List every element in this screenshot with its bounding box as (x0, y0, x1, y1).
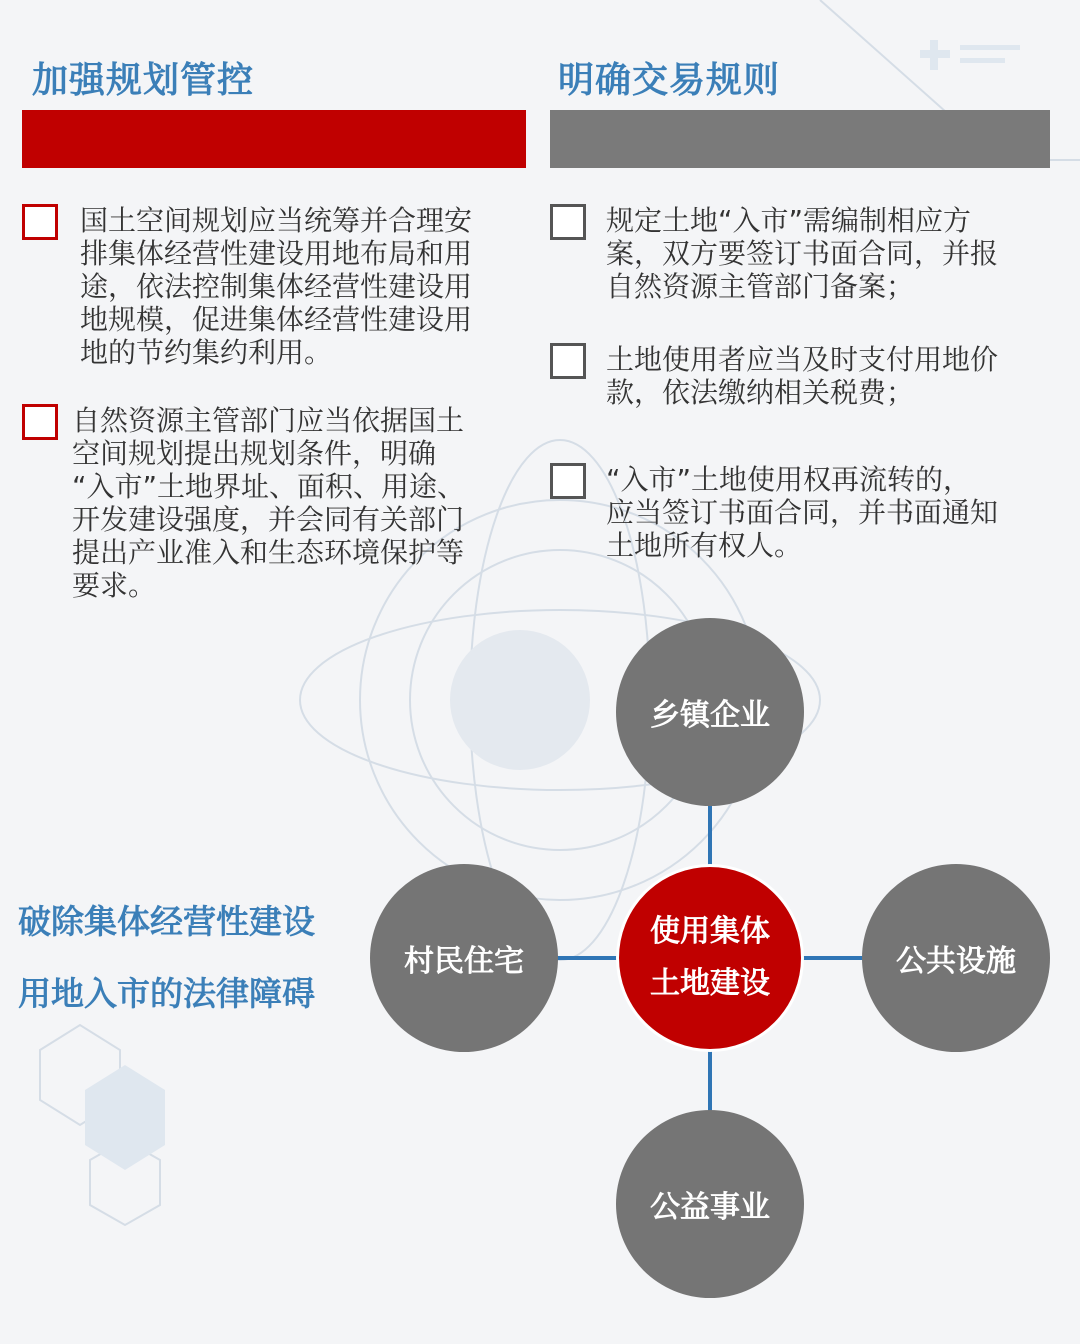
left-item-2-text: 自然资源主管部门应当依据国土 空间规划提出规划条件，明确 “入市”土地界址、面积、用途、 开发建设强度，并会同有关部门 提出产业准入和生态环境保护等 要求。 (72, 404, 466, 602)
right-item-2-text: 土地使用者应当及时支付用地价 款，依法缴纳相关税费； (606, 343, 999, 409)
right-column-bar (550, 110, 1050, 168)
node-center (616, 864, 804, 1052)
connector-top (708, 806, 712, 868)
checkbox-icon (22, 404, 58, 440)
node-top: 乡镇企业 (616, 618, 804, 806)
node-bottom: 公益事业 (616, 1110, 804, 1298)
right-item-1-text: 规定土地“入市”需编制相应方 案，双方要签订书面合同，并报 自然资源主管部门备案； (606, 204, 999, 303)
checkbox-icon (550, 343, 586, 379)
right-column-title: 明确交易规则 (558, 60, 781, 101)
node-right: 公共设施 (862, 864, 1050, 1052)
tagline-line-1: 破除集体经营性建设 (18, 902, 315, 941)
right-item-3-text: “入市”土地使用权再流转的， 应当签订书面合同，并书面通知 土地所有权人。 (606, 463, 999, 562)
checkbox-icon (22, 204, 58, 240)
checkbox-icon (550, 463, 586, 499)
connector-right (802, 956, 864, 960)
node-left: 村民住宅 (370, 864, 558, 1052)
left-column-title: 加强规划管控 (32, 60, 255, 101)
connector-left (556, 956, 618, 960)
left-column-bar (22, 110, 526, 168)
checkbox-icon (550, 204, 586, 240)
node-center-line-2: 土地建设 (650, 966, 770, 1001)
left-item-1-text: 国土空间规划应当统筹并合理安 排集体经营性建设用地布局和用 途，依法控制集体经营性建设用 地规模，促进集体经营性建设用 地的节约集约利用。 (80, 204, 473, 369)
node-center-line-1: 使用集体 (650, 914, 770, 949)
tagline-line-2: 用地入市的法律障碍 (18, 974, 315, 1013)
connector-bottom (708, 1050, 712, 1112)
